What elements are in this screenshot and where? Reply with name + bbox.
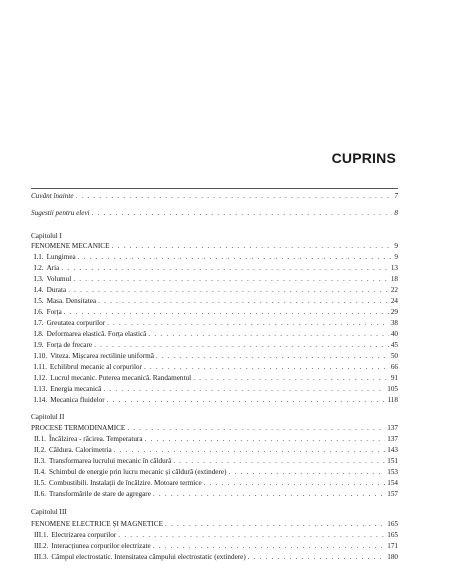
leader-dots	[204, 479, 386, 488]
section-number: I.13.	[34, 385, 48, 393]
divider	[31, 188, 398, 189]
section-number: I.3.	[34, 275, 44, 283]
leader-dots	[114, 446, 386, 455]
toc-entry[interactable]	[34, 352, 398, 361]
leader-dots	[73, 275, 389, 284]
chapter-heading[interactable]	[31, 424, 398, 433]
leader-dots	[111, 242, 392, 251]
entry-text: Transformările de stare de agregare	[48, 490, 151, 498]
page-number: 105	[387, 385, 398, 393]
section-number: I.12.	[34, 374, 48, 382]
toc-entry[interactable]	[34, 531, 398, 540]
page-number: 40	[390, 330, 398, 338]
page-number: 180	[387, 553, 398, 561]
chapter-title: FENOMENE ELECTRICE ȘI MAGNETICE	[31, 520, 163, 528]
leader-dots	[98, 297, 389, 306]
entry-text: Mecanica fluidelor	[50, 396, 105, 404]
entry-text: Forța de frecare	[46, 341, 93, 349]
page-number: 45	[390, 341, 398, 349]
chapter-label: Capitolul III	[31, 508, 67, 516]
page-number: 8	[394, 209, 398, 217]
toc-entry[interactable]	[34, 330, 398, 339]
entry-text: Schimbul de energie prin lucru mecanic și căldură (extindere)	[48, 468, 227, 476]
leader-dots	[145, 435, 386, 444]
page-title: CUPRINS	[331, 150, 396, 166]
toc-entry[interactable]	[34, 286, 398, 295]
toc-entry[interactable]	[34, 435, 398, 444]
leader-dots	[78, 253, 393, 262]
section-number: III.2.	[34, 542, 49, 550]
entry-text: Echilibrul mecanic al corpurilor	[49, 363, 142, 371]
toc-entry[interactable]	[34, 264, 398, 273]
chapter-title: PROCESE TERMODINAMICE	[31, 424, 126, 432]
page-number: 171	[387, 542, 398, 550]
toc-entry[interactable]	[34, 374, 398, 383]
section-number: I.10.	[34, 352, 48, 360]
leader-dots	[127, 424, 385, 433]
entry-text: Deformarea elastică. Forța elastică	[46, 330, 147, 338]
leader-dots	[153, 542, 385, 551]
leader-dots	[61, 264, 388, 273]
section-number: II.6.	[34, 490, 46, 498]
section-number: II.1.	[34, 435, 46, 443]
section-number: I.14.	[34, 396, 48, 404]
toc-entry[interactable]	[34, 457, 398, 466]
entry-text: Căldura. Calorimetria	[48, 446, 112, 454]
page-number: 143	[387, 446, 398, 454]
toc-entry-suggestions[interactable]	[31, 209, 398, 218]
page-number: 91	[390, 374, 398, 382]
entry-text: Electrizarea corpurilor	[51, 531, 117, 539]
page-number: 137	[387, 435, 398, 443]
leader-dots	[107, 396, 386, 405]
entry-text: Greutatea corpurilor	[46, 319, 106, 327]
section-number: I.5.	[34, 297, 44, 305]
toc-entry[interactable]	[34, 341, 398, 350]
toc-entry[interactable]	[34, 446, 398, 455]
page-number: 157	[387, 490, 398, 498]
section-number: III.1.	[34, 531, 49, 539]
page-number: 50	[390, 352, 398, 360]
chapter-heading[interactable]	[31, 520, 398, 529]
leader-dots	[107, 319, 389, 328]
page-number: 7	[394, 192, 398, 200]
entry-text: Transformarea lucrului mecanic în căldură	[48, 457, 172, 465]
toc-entry[interactable]	[34, 308, 398, 317]
page-number: 118	[387, 396, 398, 404]
entry-text: Aria	[46, 264, 60, 272]
section-number: III.3.	[34, 553, 49, 561]
entry-text: Viteza. Mișcarea rectilinie uniformă	[50, 352, 154, 360]
toc-entry[interactable]	[34, 363, 398, 372]
entry-text: Cuvânt înainte	[31, 192, 74, 200]
toc-entry-foreword[interactable]	[31, 192, 398, 201]
page-number: 24	[390, 297, 398, 305]
leader-dots	[156, 352, 389, 361]
section-number: I.11.	[34, 363, 47, 371]
section-number: I.4.	[34, 286, 44, 294]
page-number: 165	[387, 531, 398, 539]
page-number: 22	[390, 286, 398, 294]
entry-text: Durata	[46, 286, 67, 294]
toc-entry[interactable]	[34, 553, 398, 562]
toc-entry[interactable]	[34, 297, 398, 306]
entry-text: Masa. Densitatea	[46, 297, 97, 305]
page-number: 137	[387, 424, 398, 432]
toc-entry[interactable]	[34, 490, 398, 499]
leader-dots	[173, 457, 385, 466]
entry-text: Forța	[46, 308, 62, 316]
leader-dots	[248, 553, 385, 562]
leader-dots	[76, 192, 393, 201]
entry-text: Încălzirea - răcirea. Temperatura	[48, 435, 143, 443]
page-number: 153	[387, 468, 398, 476]
page-number: 9	[394, 253, 398, 261]
page-number: 151	[387, 457, 398, 465]
toc-entry[interactable]	[34, 396, 398, 405]
leader-dots	[144, 363, 389, 372]
section-number: I.9.	[34, 341, 44, 349]
section-number: I.6.	[34, 308, 44, 316]
leader-dots	[193, 374, 389, 383]
toc-entry[interactable]	[34, 385, 398, 394]
entry-text: Sugestii pentru elevi	[31, 209, 90, 217]
toc-entry[interactable]	[34, 468, 398, 477]
toc-entry[interactable]	[34, 253, 398, 262]
section-number: I.8.	[34, 330, 44, 338]
page-number: 29	[390, 308, 398, 316]
page-number: 13	[390, 264, 398, 272]
entry-text: Lungimea	[46, 253, 76, 261]
leader-dots	[92, 209, 393, 218]
chapter-label: Capitolul II	[31, 413, 65, 421]
entry-text: Combustibili. Instalații de încălzire. Motoare termice	[48, 479, 202, 487]
entry-text: Interacțiunea corpurilor electrizate	[51, 542, 151, 550]
entry-text: Câmpul electrostatic. Intensitatea câmpului electrostatic (extindere)	[51, 553, 246, 561]
toc-entry[interactable]	[34, 479, 398, 488]
leader-dots	[153, 490, 385, 499]
section-number: II.2.	[34, 446, 46, 454]
toc-entry[interactable]	[34, 319, 398, 328]
chapter-title: FENOMENE MECANICE	[31, 242, 110, 250]
toc-entry[interactable]	[34, 542, 398, 551]
leader-dots	[68, 286, 389, 295]
page-number: 38	[390, 319, 398, 327]
leader-dots	[148, 330, 388, 339]
leader-dots	[94, 341, 389, 350]
leader-dots	[165, 520, 385, 529]
page-number: 9	[394, 242, 398, 250]
section-number: II.3.	[34, 457, 46, 465]
page-number: 154	[387, 479, 398, 487]
entry-text: Lucrul mecanic. Puterea mecanică. Randamentul	[50, 374, 192, 382]
leader-dots	[64, 308, 389, 317]
toc-entry[interactable]	[34, 275, 398, 284]
entry-text: Energia mecanică	[50, 385, 102, 393]
leader-dots	[103, 385, 385, 394]
section-number: I.1.	[34, 253, 44, 261]
page-number: 18	[390, 275, 398, 283]
page-number: 66	[390, 363, 398, 371]
leader-dots	[228, 468, 385, 477]
leader-dots	[118, 531, 385, 540]
entry-text: Volumul	[46, 275, 72, 283]
section-number: I.2.	[34, 264, 44, 272]
chapter-label: Capitolul I	[31, 232, 62, 240]
section-number: II.5.	[34, 479, 46, 487]
page-number: 165	[387, 520, 398, 528]
section-number: I.7.	[34, 319, 44, 327]
chapter-heading[interactable]	[31, 242, 398, 251]
section-number: II.4.	[34, 468, 46, 476]
